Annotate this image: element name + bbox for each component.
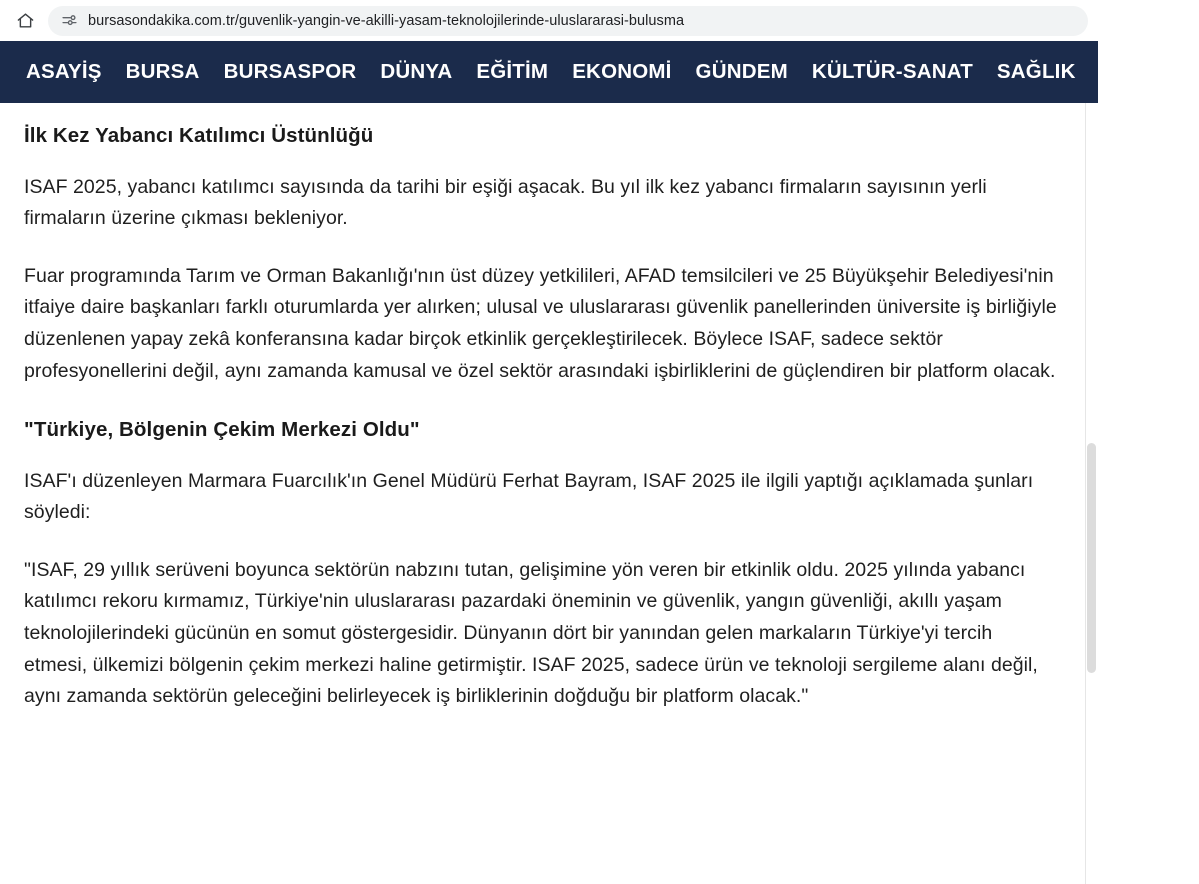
nav-item-dunya[interactable]: DÜNYA [380,60,453,83]
page-content [0,103,1098,884]
home-icon [16,11,35,30]
nav-item-kultur-sanat[interactable]: KÜLTÜR-SANAT [811,60,973,83]
nav-item-saglik[interactable]: SAĞLIK [996,60,1076,83]
nav-item-gundem[interactable]: GÜNDEM [695,60,788,83]
scrollbar-thumb[interactable] [1087,443,1096,673]
nav-item-ekonomi[interactable]: EKONOMİ [572,60,672,83]
article-paragraph-2: Fuar programında Tarım ve Orman Bakanlığı'nın üst düzey yetkilileri, AFAD temsilcileri ve 25 Büyükşehir Belediyesi'nin itfaiye daire başkanları farklı oturumlarda yer alırken; ulusal ve uluslararası güvenlik panellerinden üniversite iş birliğiyle düzenlenen yapay zekâ konferansına kadar birçok etkinlik gerçekleştirilecek. Böylece ISAF, sadece sektör profesyonellerini değil, aynı zamanda kamusal ve özel sektör arasındaki işbirliklerini de güçlendiren bir platform olacak. [24,264,1057,382]
article-paragraph-4: "ISAF, 29 yıllık serüveni boyunca sektörün nabzını tutan, gelişimine yön veren bir etkinlik oldu. 2025 yılında yabancı katılımcı rekoru kırmamız, Türkiye'nin uluslararası pazardaki öneminin ve güvenlik, yangın güvenliği, akıllı yaşam teknolojilerindeki gücünün en somut göstergesidir. Dünyanın dört bir yanından gelen markaların Türkiye'yi tercih etmesi, ülkemizi bölgenin çekim merkezi haline getirmiştir. ISAF 2025, sadece ürün ve teknoloji sergileme alanı değil, aynı zamanda sektörün geleceğini belirleyecek iş birliklerinin doğduğu bir platform olacak." [24,558,1038,708]
address-bar[interactable] [48,6,1088,36]
site-settings-icon[interactable] [60,12,78,30]
nav-item-bursa[interactable]: BURSA [125,60,200,83]
article-paragraph-3: ISAF'ı düzenleyen Marmara Fuarcılık'ın Genel Müdürü Ferhat Bayram, ISAF 2025 ile ilgili yaptığı açıklamada şunları söyledi: [24,469,1034,524]
article-body [0,103,1084,713]
nav-item-bursaspor[interactable]: BURSASPOR [223,60,357,83]
nav-item-siyaset[interactable]: SİYASET [1099,60,1187,83]
nav-item-asayis[interactable]: ASAYİŞ [26,60,102,83]
site-navigation-bar [0,41,1187,103]
article-subheading-1: İlk Kez Yabancı Katılımcı Üstünlüğü [24,124,374,147]
page-scrollbar[interactable] [1085,103,1098,884]
nav-item-egitim[interactable]: EĞİTİM [476,60,549,83]
article-subheading-2: "Türkiye, Bölgenin Çekim Merkezi Oldu" [24,418,420,442]
browser-toolbar [0,0,1098,41]
home-button[interactable] [10,6,40,36]
article-paragraph-1: ISAF 2025, yabancı katılımcı sayısında da tarihi bir eşiği aşacak. Bu yıl ilk kez yabancı firmaların sayısının yerli firmaların üzerine çıkması bekleniyor. [24,175,987,230]
url-text: bursasondakika.com.tr/guvenlik-yangin-ve-akilli-yasam-teknolojilerinde-uluslararasi-bulusma [88,12,685,29]
